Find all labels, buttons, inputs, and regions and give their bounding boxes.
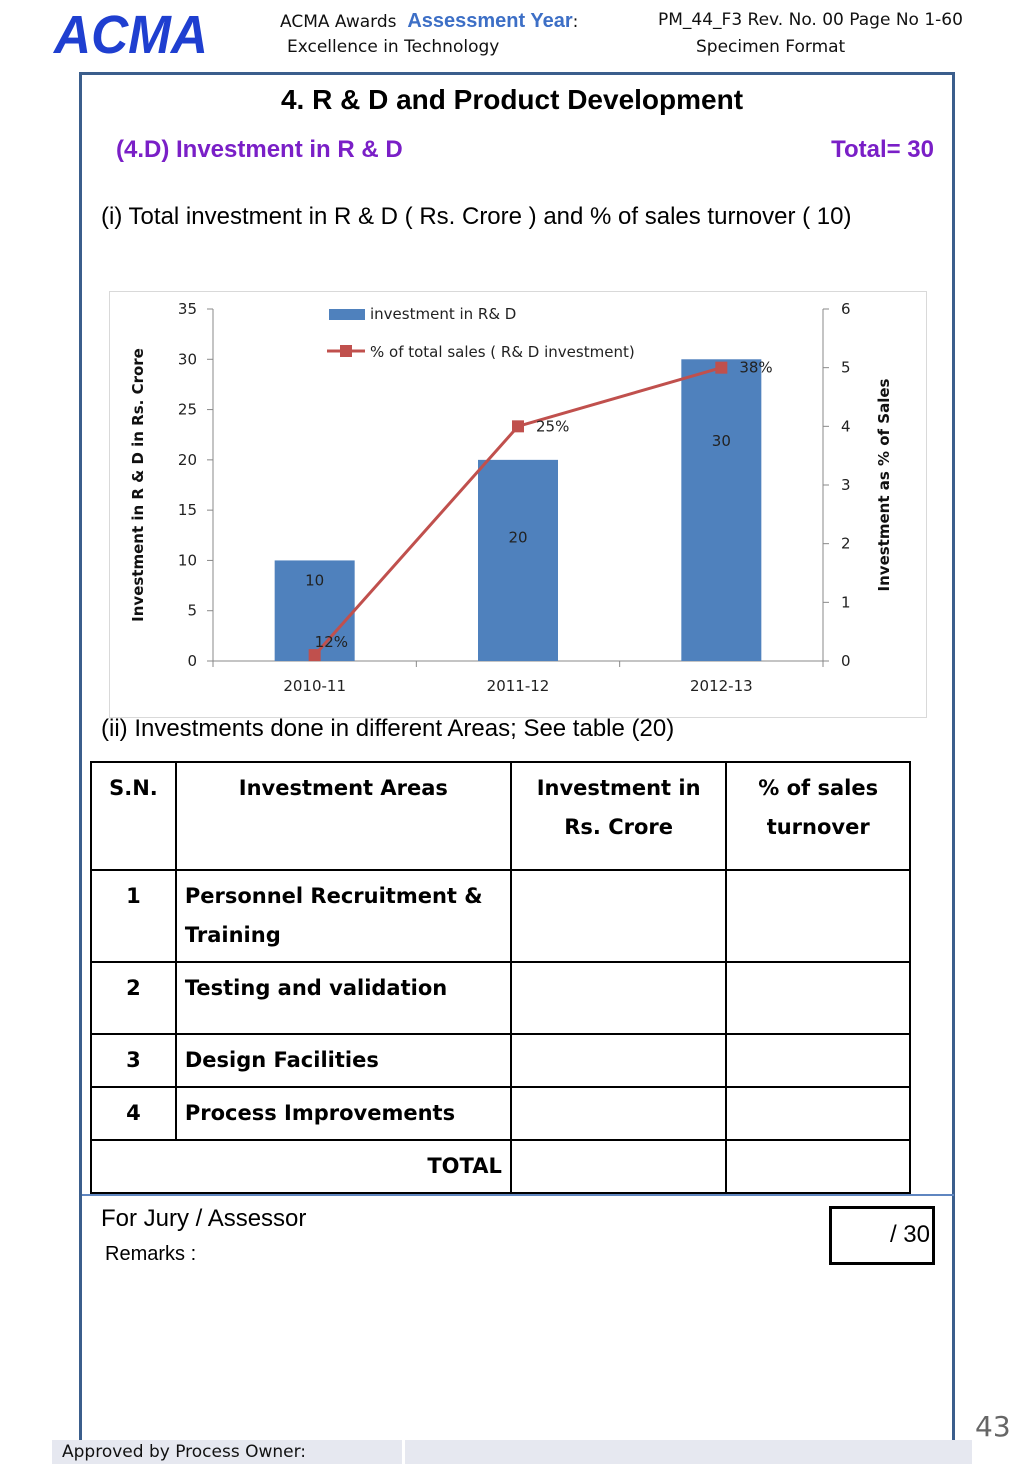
header-areas: Investment Areas: [176, 762, 511, 870]
row-sn: 4: [91, 1087, 176, 1140]
logo-text: ACMA: [52, 10, 208, 58]
x-tick-label: 2011-12: [486, 677, 550, 695]
legend-swatch-marker: [340, 345, 352, 357]
line-point-2011-12: [512, 420, 524, 432]
row-investment-cell[interactable]: [511, 870, 727, 962]
y2-tick-label: 3: [841, 476, 851, 494]
total-investment-cell[interactable]: [511, 1140, 727, 1193]
row-sn: 1: [91, 870, 176, 962]
row-sn: 2: [91, 962, 176, 1034]
bar-value-label: 20: [508, 528, 528, 547]
row-percent-cell[interactable]: [726, 870, 910, 962]
colon: :: [572, 12, 579, 32]
section-subtitle: (4.D) Investment in R & D: [116, 136, 403, 163]
table-row: [91, 962, 910, 1034]
table-header-row: [91, 762, 910, 870]
line-point-2012-13: [715, 362, 727, 374]
y-tick-label: 0: [187, 652, 197, 670]
line-value-label: 12%: [314, 633, 349, 652]
score-box[interactable]: / 30: [829, 1206, 935, 1265]
y2-tick-label: 4: [841, 417, 851, 436]
row-investment-cell[interactable]: [511, 1087, 727, 1140]
doc-reference: PM_44_F3 Rev. No. 00 Page No 1-60: [658, 10, 963, 30]
investment-areas-table: [90, 761, 911, 1194]
y2-tick-label: 5: [841, 358, 851, 377]
y-tick-label: 15: [177, 501, 197, 520]
legend-swatch-bar: [329, 309, 365, 320]
header-percent: % of sales turnover: [726, 762, 910, 870]
footer-separator: [402, 1440, 405, 1464]
total-label: TOTAL: [91, 1140, 511, 1193]
y-tick-label: 5: [187, 601, 197, 620]
y-tick-label: 20: [177, 450, 197, 469]
header-sn: S.N.: [91, 762, 176, 870]
table-total-row: [91, 1140, 910, 1193]
total-marks: Total= 30: [831, 136, 934, 163]
section-title: 4. R & D and Product Development: [280, 84, 744, 115]
bar-2012-13: [681, 359, 761, 661]
approved-by-label: Approved by Process Owner:: [62, 1442, 307, 1462]
legend-label-bar: investment in R& D: [370, 305, 517, 323]
assessment-year-label: Assessment Year: [407, 10, 573, 32]
table-row: [91, 1034, 910, 1087]
y2-tick-label: 2: [841, 534, 851, 553]
header-line1: [280, 10, 578, 33]
y2-axis-title: Investment as % of Sales: [875, 378, 893, 592]
award-category: Excellence in Technology: [287, 37, 500, 57]
y-tick-label: 35: [177, 300, 197, 318]
jury-heading: For Jury / Assessor: [101, 1205, 307, 1232]
x-tick-label: 2012-13: [689, 677, 753, 695]
page-number: 43: [975, 1410, 1011, 1443]
x-tick-label: 2010-11: [283, 677, 347, 695]
award-name: ACMA Awards: [280, 12, 397, 32]
row-percent-cell[interactable]: [726, 962, 910, 1034]
y2-tick-label: 6: [841, 300, 851, 318]
y2-tick-label: 1: [841, 593, 851, 612]
part-one-heading: (i) Total investment in R & D ( Rs. Crore ) and % of sales turnover ( 10): [101, 203, 852, 230]
row-investment-cell[interactable]: [511, 962, 727, 1034]
y-axis-title: Investment in R & D in Rs. Crore: [129, 348, 147, 622]
y-tick-label: 30: [177, 350, 197, 369]
part-two-heading: (ii) Investments done in different Areas; See table (20): [101, 715, 675, 742]
y2-tick-label: 0: [841, 652, 851, 670]
bar-2011-12: [478, 460, 558, 661]
row-area: Personnel Recruitment & Training: [176, 870, 511, 962]
table-row: [91, 870, 910, 962]
section-divider: [82, 1194, 954, 1196]
row-area: Design Facilities: [176, 1034, 511, 1087]
footer-bar: [52, 1440, 972, 1464]
acma-logo: [52, 10, 210, 58]
row-sn: 3: [91, 1034, 176, 1087]
row-area: Testing and validation: [176, 962, 511, 1034]
header-investment: Investment in Rs. Crore: [511, 762, 727, 870]
row-percent-cell[interactable]: [726, 1034, 910, 1087]
bar-value-label: 30: [711, 432, 731, 451]
y-tick-label: 10: [177, 551, 197, 570]
total-percent-cell[interactable]: [726, 1140, 910, 1193]
table-row: [91, 1087, 910, 1140]
y-tick-label: 25: [177, 400, 197, 419]
bar-value-label: 10: [305, 571, 325, 590]
row-percent-cell[interactable]: [726, 1087, 910, 1140]
row-investment-cell[interactable]: [511, 1034, 727, 1087]
row-area: Process Improvements: [176, 1087, 511, 1140]
line-value-label: 38%: [739, 358, 773, 377]
chart-container: [109, 291, 927, 718]
line-value-label: 25%: [536, 417, 570, 436]
remarks-label: Remarks :: [105, 1243, 197, 1265]
format-label: Specimen Format: [696, 37, 846, 57]
legend-label-line: % of total sales ( R& D investment): [370, 343, 635, 361]
investment-chart: [110, 292, 926, 717]
